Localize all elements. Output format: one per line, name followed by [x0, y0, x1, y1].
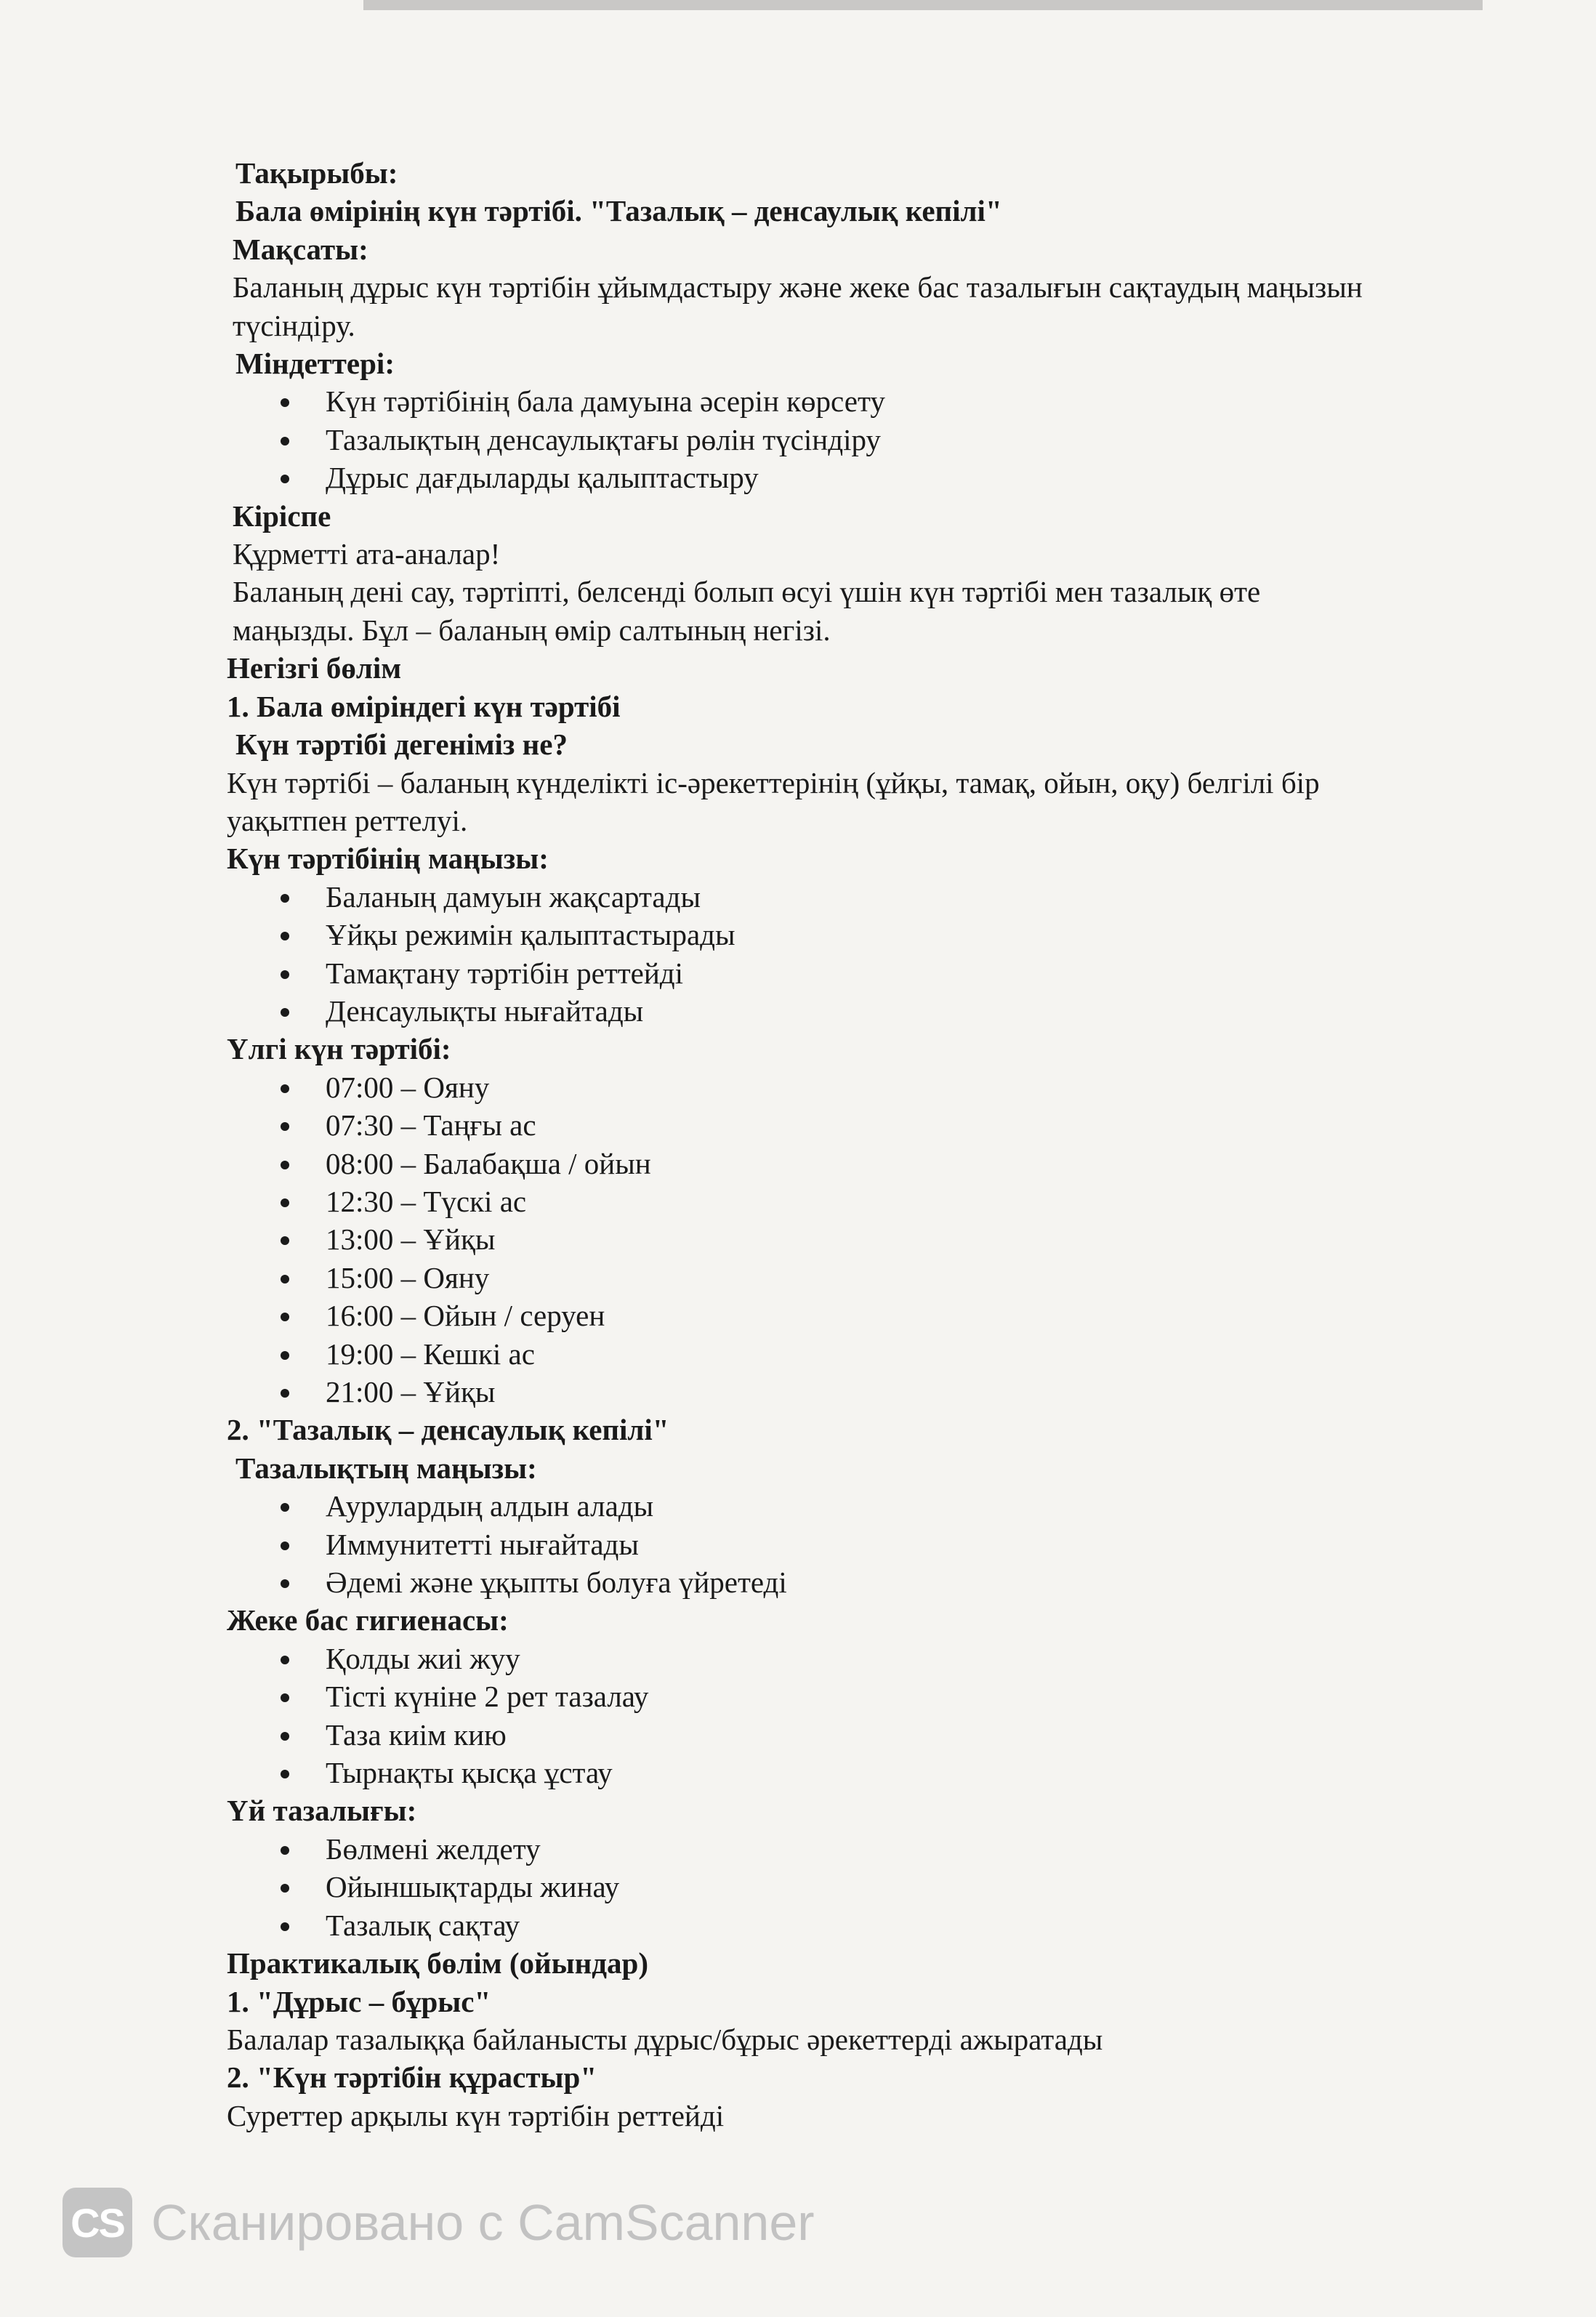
goal-label: Мақсаты: — [233, 232, 368, 266]
topic-title: Бала өмірінің күн тәртібі. "Тазалық – денсаулық кепілі" — [235, 194, 1002, 228]
list-item: 15:00 – Ояну — [227, 1259, 1491, 1297]
importance-label: Күн тәртібінің маңызы: — [227, 842, 549, 876]
intro-text-line-1: Баланың дені сау, тәртіпті, белсенді болып өсуі үшін күн тәртібі мен тазалық өте — [233, 575, 1261, 609]
tasks-label: Міндеттері: — [235, 347, 395, 381]
intro-greeting: Құрметті ата-аналар! — [233, 537, 501, 571]
list-item: 07:00 – Ояну — [227, 1068, 1491, 1106]
list-item: Денсаулықты нығайтады — [227, 992, 1491, 1030]
hygiene-list — [227, 1640, 1491, 1792]
list-item: Күн тәртібінің бала дамуына әсерін көрсету — [227, 382, 1491, 420]
section1-title: 1. Бала өміріндегі күн тәртібі — [227, 689, 621, 723]
schedule-list — [227, 1068, 1491, 1411]
list-item: Аурулардың алдын алады — [227, 1487, 1491, 1525]
main-section-label: Негізгі бөлім — [227, 651, 402, 685]
section1-definition-line-1: Күн тәртібі – баланың күнделікті іс-әрекеттерінің (ұйқы, тамақ, ойын, оқу) белгілі бір — [227, 765, 1320, 799]
goal-text-line-1: Баланың дұрыс күн тәртібін ұйымдастыру және жеке бас тазалығын сақтаудың маңызын — [233, 270, 1363, 305]
list-item: 13:00 – Ұйқы — [227, 1220, 1491, 1258]
list-item: 21:00 – Ұйқы — [227, 1373, 1491, 1411]
importance-list — [227, 878, 1491, 1031]
hygiene-label: Жеке бас гигиенасы: — [227, 1603, 509, 1637]
list-item: Қолды жиі жуу — [227, 1640, 1491, 1677]
list-item: Тамақтану тәртібін реттейді — [227, 954, 1491, 992]
list-item: 16:00 – Ойын / серуен — [227, 1297, 1491, 1334]
section2-title: 2. "Тазалық – денсаулық кепілі" — [227, 1413, 669, 1447]
list-item: Ұйқы режимін қалыптастырады — [227, 916, 1491, 954]
list-item: 07:30 – Таңғы ас — [227, 1106, 1491, 1144]
list-item: Тазалықтың денсаулықтағы рөлін түсіндіру — [227, 421, 1491, 459]
document-page — [227, 154, 1491, 2135]
goal-text-line-2: түсіндіру. — [233, 308, 355, 342]
list-item: 19:00 – Кешкі ас — [227, 1335, 1491, 1373]
tasks-list — [227, 382, 1491, 496]
camscanner-watermark — [63, 2188, 815, 2257]
list-item: 08:00 – Балабақша / ойын — [227, 1145, 1491, 1182]
list-item: Тісті күніне 2 рет тазалау — [227, 1677, 1491, 1715]
list-item: 12:30 – Түскі ас — [227, 1182, 1491, 1220]
intro-text-line-2: маңызды. Бұл – баланың өмір салтының негізі. — [233, 613, 831, 647]
list-item: Әдемі және ұқыпты болуға үйретеді — [227, 1563, 1491, 1601]
cleanliness-list — [227, 1487, 1491, 1601]
schedule-label: Үлгі күн тәртібі: — [227, 1032, 451, 1066]
section1-question: Күн тәртібі дегеніміз не? — [235, 728, 568, 762]
game2-title: 2. "Күн тәртібін құрастыр" — [227, 2060, 597, 2095]
cleanliness-label: Тазалықтың маңызы: — [235, 1451, 537, 1485]
game2-text: Суреттер арқылы күн тәртібін реттейді — [227, 2098, 725, 2132]
home-label: Үй тазалығы: — [227, 1794, 417, 1828]
game1-title: 1. "Дұрыс – бұрыс" — [227, 1984, 491, 2018]
list-item: Иммунитетті нығайтады — [227, 1526, 1491, 1563]
list-item: Ойыншықтарды жинау — [227, 1868, 1491, 1906]
intro-label: Кіріспе — [233, 499, 331, 533]
camscanner-logo-icon: CS — [63, 2188, 132, 2257]
home-list — [227, 1830, 1491, 1944]
game1-text: Балалар тазалыққа байланысты дұрыс/бұрыс әрекеттерді ажыратады — [227, 2022, 1103, 2056]
practical-label: Практикалық бөлім (ойындар) — [227, 1946, 649, 1980]
list-item: Дұрыс дағдыларды қалыптастыру — [227, 459, 1491, 496]
list-item: Таза киім кию — [227, 1716, 1491, 1754]
list-item: Тазалық сақтау — [227, 1906, 1491, 1944]
list-item: Тырнақты қысқа ұстау — [227, 1754, 1491, 1792]
section1-definition-line-2: уақытпен реттелуі. — [227, 803, 468, 837]
list-item: Баланың дамуын жақсартады — [227, 878, 1491, 916]
topic-label: Тақырыбы: — [235, 156, 398, 190]
list-item: Бөлмені желдету — [227, 1830, 1491, 1868]
scan-top-edge — [363, 0, 1483, 10]
watermark-text: Сканировано с CamScanner — [151, 2194, 815, 2251]
